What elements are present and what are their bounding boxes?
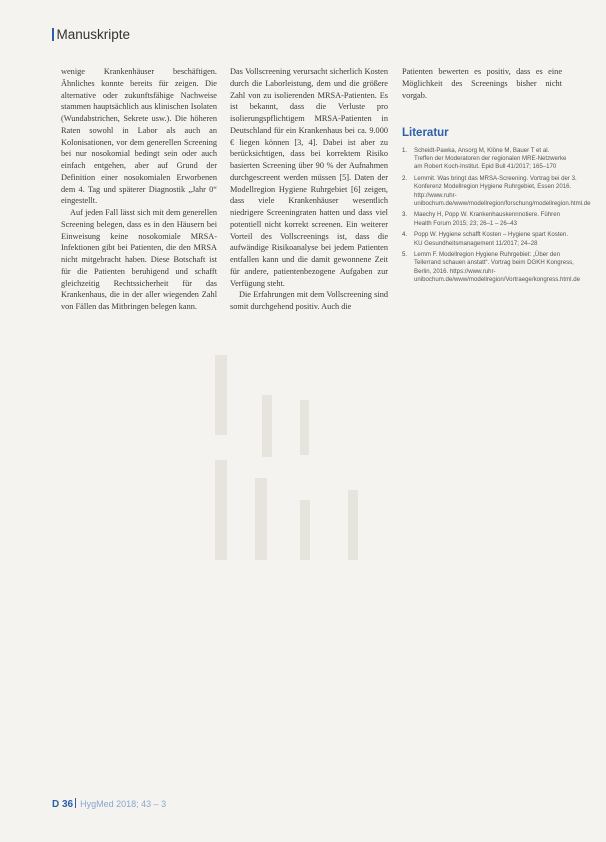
literature-heading: Literatur xyxy=(402,127,449,139)
reference-text: Lemmit. Was bringt das MRSA-Screening. Vortrag bei der 3. Konferenz Modellregion Hygiene Ruhrgebiet, Essen 2016. http://www.ruhr-unibochum.de/www/modellregion/forschung/modellregion.html.de xyxy=(414,175,591,207)
bleed-through-mark xyxy=(255,478,267,560)
reference-text: Maechy H, Popp W. Krankenhauskennnotiere. Führen Health Forum 2015; 23; 26–1 – 26–43 xyxy=(414,211,560,227)
bleed-through-mark xyxy=(262,395,272,457)
reference-item xyxy=(402,175,591,208)
reference-number: 2. xyxy=(402,175,408,183)
text-column-2 xyxy=(230,66,388,313)
paragraph: Das Vollscreening verursacht sicherlich Kosten durch die Laborleistung, dem und die größere Zahl von zu isolierenden MRSA-Patienten. Es ist bekannt, dass die Verluste pro isolierungspflichtigem MRSA-Patienten in Deutschland für ein Krankenhaus bei ca. 9.000 € liegen können [3, 4]. Dabei ist aber zu berücksichtigen, dass bei korrektem Risiko basierten Screening über 90 % der Aufnahmen durchgescreent werden müssen [5]. Daten der Modellregion Hygiene Ruhrgebiet [6] zeigen, dass viele Krankenhäuser wesentlich niedrigere Screeningraten hatten und dass viel potentiell nicht korrekt screenen. Ein weiterer Vorteil des Vollscreenings ist, dass die aufwändige Risikoanalyse bei jedem Patienten entfallen kann und die damit gewonnene Zeit für andere, patientenbezogene Aufgaben zur Verfügung steht. xyxy=(230,67,388,288)
reference-item xyxy=(402,231,568,247)
paragraph: Auf jeden Fall lässt sich mit dem generellen Screening belegen, dass es in den Häusern bei Einweisung keine nosokomiale MRSA-Infektionen gibt bei Patienten, die den MRSA nicht mitgebracht haben. Diese Botschaft ist für die Patienten beruhigend und schafft gleichzeitig Rechtssicherheit für das Krankenhaus, die in der aller wiegenden Zahl von Fällen das Mitbringen belegen kann. xyxy=(61,208,217,311)
reference-item xyxy=(402,251,580,284)
paragraph: wenige Krankenhäuser beschäftigen. Ähnliches konnte bereits für zeigen. Die alternative oder zukunftsfähige Nachweise stammen hauptsächlich aus klinischen Isolaten (Wundabstrichen, Sekrete usw.). Die höheren Raten sowohl in Labor als auch an Kolonisationen, vor dem generellen Screening bei nur nosokomial bedingt sein oder auch einfach entgehen, aber auf Grund der Definition einer nosokomialen Erworbenen dem 4. Tag und späterer Diagnostik „Jahr 0“ eingestellt. xyxy=(61,67,217,206)
paragraph: Die Erfahrungen mit dem Vollscreening sind somit durchgehend positiv. Auch die xyxy=(230,290,388,311)
bleed-through-mark xyxy=(300,400,309,455)
footer-divider xyxy=(75,798,76,808)
reference-number: 3. xyxy=(402,211,408,219)
bleed-through-mark xyxy=(348,490,358,560)
section-title: Manuskripte xyxy=(56,27,131,42)
journal-citation: HygMed 2018; 43 – 3 xyxy=(80,799,167,809)
section-header xyxy=(52,27,130,42)
page-footer xyxy=(52,798,166,810)
reference-text: Lemm F. Modellregion Hygiene Ruhrgebiet: „Über den Tellerrand schauen anstatt“. Vortrag beim DGKH Kongress, Berlin, 2016. https://www.ruhr-unibochum.de/www/modellregion/Vortraege/kongress.html.de xyxy=(414,251,580,283)
text-column-1 xyxy=(61,66,217,313)
reference-number: 4. xyxy=(402,231,408,239)
bleed-through-mark xyxy=(215,460,227,560)
text-column-3 xyxy=(402,66,562,101)
header-bar xyxy=(52,28,54,41)
reference-text: Scheidt-Pawka, Ansorg M, Klöne M, Bauer T et al. Treffen der Moderatoren der regionalen MRE-Netzwerke am Robert Koch-Institut. Epid Bull 41/2017; 165–170 xyxy=(414,147,567,171)
page-number: D 36 xyxy=(52,799,74,810)
reference-number: 1. xyxy=(402,147,408,154)
reference-item xyxy=(402,211,568,227)
reference-item xyxy=(402,147,568,172)
reference-text: Popp W. Hygiene schafft Kosten – Hygiene spart Kosten. KU Gesundheitsmanagement 11/2017; 24–28 xyxy=(414,231,569,247)
reference-number: 5. xyxy=(402,251,408,259)
paragraph: Patienten bewerten es positiv, dass es eine Möglichkeit des Screenings bisher nicht vorgab. xyxy=(402,67,562,100)
bleed-through-mark xyxy=(215,355,227,435)
reference-list xyxy=(402,147,591,288)
bleed-through-mark xyxy=(300,500,310,560)
